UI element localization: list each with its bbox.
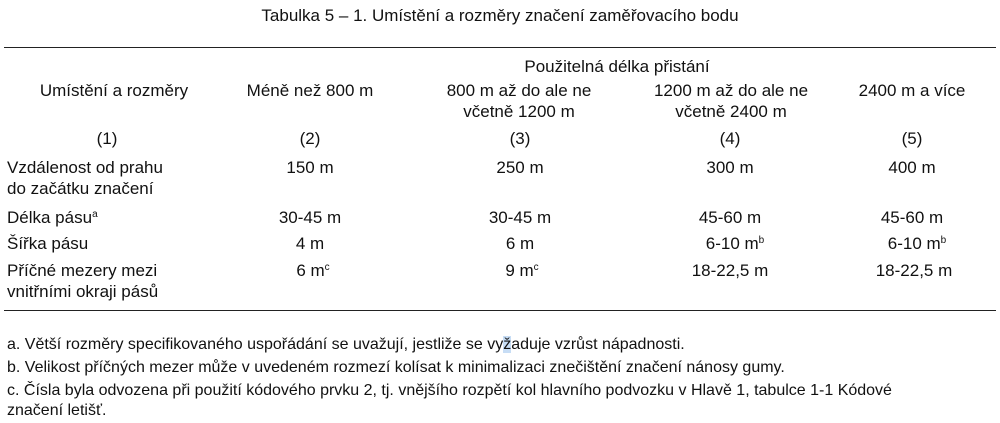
row3-col5-footnote-mark: b bbox=[940, 235, 947, 246]
row3-col3: 6 m bbox=[505, 234, 535, 253]
row4-label-line1: Příčné mezery mezi bbox=[7, 261, 158, 280]
col-number-4: (4) bbox=[719, 129, 741, 148]
footnote-c bbox=[7, 381, 892, 421]
row1-label-line1: Vzdálenost od prahu bbox=[7, 158, 163, 177]
row4-col3 bbox=[505, 260, 538, 281]
col-number-1: (1) bbox=[96, 129, 118, 148]
row1-col2: 150 m bbox=[286, 158, 334, 177]
row4-col2-footnote-mark: c bbox=[324, 262, 330, 273]
header-col3-line2: včetně 1200 m bbox=[463, 102, 575, 121]
row4-col5: 18-22,5 m bbox=[875, 261, 953, 280]
header-col4 bbox=[654, 80, 808, 122]
bottom-rule bbox=[4, 310, 996, 311]
row3-col4 bbox=[706, 233, 764, 254]
col-number-5: (5) bbox=[901, 129, 923, 148]
footnote-a bbox=[7, 335, 685, 355]
row3-col4-value: 6-10 m bbox=[705, 234, 759, 253]
row3-col4-footnote-mark: b bbox=[758, 235, 765, 246]
top-rule bbox=[4, 47, 996, 48]
table-caption: Tabulka 5 – 1. Umístění a rozměry značení zaměřovacího bodu bbox=[261, 6, 739, 25]
row3-col5-value: 6-10 m bbox=[887, 234, 941, 253]
row4-col3-footnote-mark: c bbox=[533, 262, 539, 273]
row4-col2 bbox=[296, 260, 329, 281]
header-col2: Méně než 800 m bbox=[246, 81, 374, 100]
row2-col2: 30-45 m bbox=[278, 208, 342, 227]
footnote-b: b. Velikost příčných mezer může v uvedeném rozmezí kolísat k minimalizaci znečištění značení nánosy gumy. bbox=[7, 359, 785, 376]
header-col4-line2: včetně 2400 m bbox=[675, 102, 787, 121]
row4-col4: 18-22,5 m bbox=[691, 261, 769, 280]
footnote-c-line2: značení letišť. bbox=[7, 402, 107, 419]
row2-col3: 30-45 m bbox=[488, 208, 552, 227]
row2-col5: 45-60 m bbox=[880, 208, 944, 227]
row3-col5 bbox=[888, 233, 946, 254]
row1-col5: 400 m bbox=[888, 158, 936, 177]
row4-col3-value: 9 m bbox=[505, 261, 534, 280]
row1-label-line2: do začátku značení bbox=[7, 179, 154, 198]
header-col4-line1: 1200 m až do ale ne bbox=[653, 81, 809, 100]
row3-col2: 4 m bbox=[295, 234, 325, 253]
footnote-a-text-start: a. Větší rozměry specifikovaného uspořádání se uvažují, jestliže se vy bbox=[7, 336, 504, 353]
header-col5: 2400 m a více bbox=[858, 81, 966, 100]
row2-col4: 45-60 m bbox=[698, 208, 762, 227]
row1-col3: 250 m bbox=[496, 158, 544, 177]
row4-col2-value: 6 m bbox=[296, 261, 325, 280]
footnote-a-text-end: aduje vzrůst nápadnosti. bbox=[511, 336, 685, 353]
row1-col4: 300 m bbox=[706, 158, 754, 177]
row4-label bbox=[7, 260, 158, 302]
col-number-2: (2) bbox=[299, 129, 321, 148]
row2-label-footnote-mark: a bbox=[92, 209, 98, 220]
row2-label-text: Délka pásu bbox=[7, 208, 93, 227]
col-number-3: (3) bbox=[509, 129, 531, 148]
footnote-c-line1: c. Čísla byla odvozena při použití kódového prvku 2, tj. vnějšího rozpětí kol hlavního podvozku v Hlavě 1, tabulce 1-1 Kódové bbox=[7, 382, 892, 399]
header-col3-line1: 800 m až do ale ne bbox=[446, 81, 592, 100]
header-group-label: Použitelná délka přistání bbox=[524, 57, 710, 76]
row3-label: Šířka pásu bbox=[7, 234, 89, 253]
header-col3 bbox=[447, 80, 592, 122]
row4-label-line2: vnitřními okraji pásů bbox=[7, 282, 159, 301]
row2-label bbox=[7, 207, 98, 228]
row1-label bbox=[7, 157, 163, 199]
footnote-a-highlighted-char: ž bbox=[503, 336, 512, 353]
header-col1: Umístění a rozměry bbox=[39, 81, 189, 100]
